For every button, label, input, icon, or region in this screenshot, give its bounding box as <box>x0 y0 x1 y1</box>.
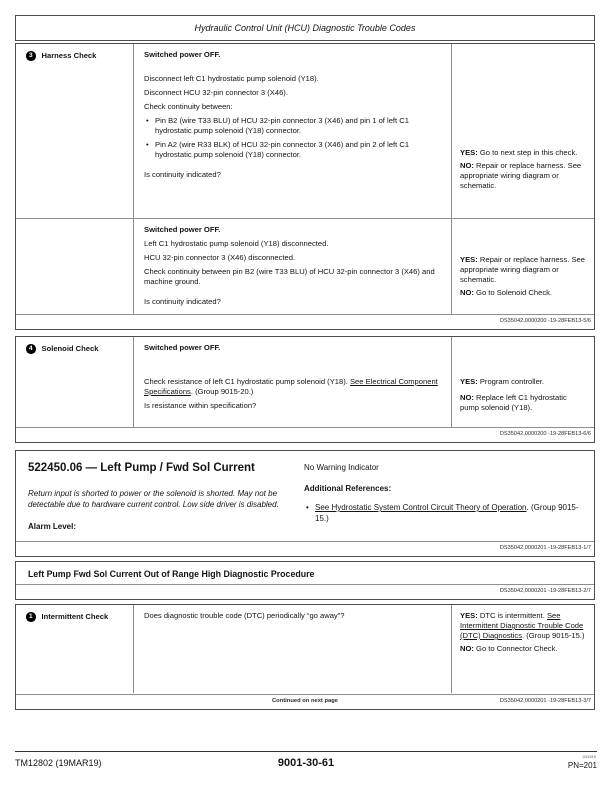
instruction-text: Left C1 hydrostatic pump solenoid (Y18) disconnected. <box>144 239 329 249</box>
ds-code: DS35042,0000201 -19-28FEB13-2/7 <box>499 588 591 594</box>
instruction-text: Disconnect left C1 hydrostatic pump solenoid (Y18). <box>144 74 319 84</box>
procedure-cell <box>133 219 452 314</box>
cross-reference-link[interactable]: See Intermittent Diagnostic Trouble Code (DTC) Diagnostics <box>460 611 584 641</box>
warning-indicator-text: No Warning Indicator <box>304 463 379 472</box>
ds-code: DS35042,0000200 -19-28FEB13-6/6 <box>499 431 591 437</box>
ds-code-strip <box>16 541 594 556</box>
result-cell <box>452 219 594 314</box>
yes-pre: DTC is intermittent. <box>479 611 547 620</box>
procedure-title: Left Pump Fwd Sol Current Out of Range High Diagnostic Procedure <box>28 569 315 579</box>
step-cell <box>16 605 133 693</box>
yes-label: YES: <box>460 255 478 264</box>
step-number-badge: 4 <box>26 344 36 354</box>
no-label: NO: <box>460 393 474 403</box>
no-text: Replace left C1 hydrostatic pump solenoid (Y18). <box>460 393 567 413</box>
ds-code: DS35042,0000200 -19-28FEB13-5/6 <box>499 318 591 324</box>
dtc-left-column <box>28 461 300 541</box>
page-section-number: 9001-30-61 <box>277 757 335 769</box>
result-cell <box>452 44 594 218</box>
harness-check-table <box>15 43 595 330</box>
no-text: Go to Solenoid Check. <box>476 288 553 298</box>
question-text: Is resistance within specification? <box>144 401 257 411</box>
page-header <box>15 15 595 41</box>
yes-result <box>460 611 587 641</box>
dtc-code-title: 522450.06 — Left Pump / Fwd Sol Current <box>28 462 255 474</box>
step-label: Harness Check <box>41 51 97 61</box>
alarm-level-label: Alarm Level: <box>28 522 77 532</box>
procedure-cell <box>133 337 452 427</box>
no-result <box>460 161 587 191</box>
instruction-text: HCU 32-pin connector 3 (X46) disconnected. <box>144 253 296 263</box>
continued-on-next-page: Continued on next page <box>271 698 339 704</box>
cross-reference-link[interactable]: See Electrical Component Specifications <box>144 377 438 397</box>
no-label: NO: <box>460 161 474 171</box>
power-state-text: Switched power OFF. <box>144 50 221 59</box>
step-cell <box>16 44 133 218</box>
instruction-text: Check continuity between pin B2 (wire T33 BLU) of HCU 32-pin connector 3 (X46) and machine ground. <box>144 267 435 287</box>
question-text: Is continuity indicated? <box>144 297 221 307</box>
step-label: Intermittent Check <box>41 612 109 622</box>
page-title: Hydraulic Control Unit (HCU) Diagnostic Trouble Codes <box>194 23 416 33</box>
step-cell <box>16 219 133 314</box>
no-label: NO: <box>460 288 474 298</box>
yes-label: YES: <box>460 148 478 157</box>
result-cell <box>452 605 594 693</box>
procedure-cell <box>133 44 452 218</box>
no-text: Go to Connector Check. <box>476 644 558 654</box>
instruction-post: . (Group 9015-20.) <box>190 387 254 397</box>
step-number-badge: 3 <box>26 51 36 61</box>
intermittent-check-table <box>15 604 595 710</box>
yes-label: YES: <box>460 611 478 620</box>
instruction-text <box>144 377 441 397</box>
power-state-text: Switched power OFF. <box>144 343 221 352</box>
procedure-title-box <box>15 561 595 600</box>
no-result <box>460 644 587 654</box>
table-row <box>16 337 594 427</box>
table-row <box>16 44 594 218</box>
ds-code-strip <box>16 694 594 709</box>
step-cell <box>16 337 133 427</box>
ds-code: DS35042,0000201 -19-28FEB13-3/7 <box>499 698 591 704</box>
page-footer <box>15 751 597 770</box>
power-state-text: Switched power OFF. <box>144 225 221 234</box>
ds-code-strip <box>16 314 594 329</box>
yes-post: . (Group 9015-15.) <box>522 631 585 641</box>
dtc-description: Return input is shorted to power or the solenoid is shorted. May not be detectable due to hardware current control. Low side driver is disabled. <box>28 489 279 510</box>
ds-code-strip <box>16 584 594 599</box>
instruction-text: Check continuity between: <box>144 102 233 112</box>
bullet-item: • Pin B2 (wire T33 BLU) of HCU 32-pin connector 3 (X46) and pin 1 of left C1 hydrostatic pump solenoid (Y18) connector. <box>144 116 441 136</box>
no-result <box>460 288 587 298</box>
page-number: PN=201 <box>567 761 597 770</box>
dtc-description-section <box>15 450 595 557</box>
table-row <box>16 218 594 314</box>
additional-references-label: Additional References: <box>304 483 392 493</box>
no-text: Repair or replace harness. See appropriate wiring diagram or schematic. <box>460 161 582 191</box>
no-result <box>460 393 587 413</box>
procedure-cell <box>133 605 452 693</box>
cross-reference-link[interactable]: See Hydrostatic System Control Circuit Theory of Operation <box>315 503 527 513</box>
no-label: NO: <box>460 644 474 654</box>
yes-result <box>460 255 587 285</box>
question-text: Does diagnostic trouble code (DTC) periodically “go away”? <box>144 611 345 620</box>
step-number-badge: 1 <box>26 612 36 622</box>
reference-post: . (Group 9015-15.) <box>315 503 579 523</box>
yes-result <box>460 148 587 158</box>
dtc-body <box>16 451 594 541</box>
step-label: Solenoid Check <box>41 344 99 354</box>
manual-number: TM12802 (19MAR19) <box>15 758 102 768</box>
dtc-right-column <box>300 461 584 541</box>
solenoid-check-table <box>15 336 595 443</box>
bullet-item: • Pin A2 (wire R33 BLK) of HCU 32-pin connector 3 (X46) and pin 2 of left C1 hydrostatic pump solenoid (Y18) connector. <box>144 140 441 160</box>
yes-text: Program controller. <box>479 377 545 386</box>
yes-label: YES: <box>460 377 478 386</box>
yes-text: Go to next step in this check. <box>479 148 578 157</box>
table-row <box>16 605 594 693</box>
yes-text: Repair or replace harness. See appropriate wiring diagram or schematic. <box>460 255 585 285</box>
reference-item <box>304 503 584 524</box>
ds-code-strip <box>16 427 594 442</box>
print-date-code: 031919 <box>582 754 596 759</box>
yes-result <box>460 377 587 387</box>
result-cell <box>452 337 594 427</box>
ds-code: DS35042,0000201 -19-28FEB13-1/7 <box>499 545 591 551</box>
instruction-pre: Check resistance of left C1 hydrostatic pump solenoid (Y18). <box>144 377 350 387</box>
question-text: Is continuity indicated? <box>144 170 221 180</box>
instruction-text: Disconnect HCU 32-pin connector 3 (X46). <box>144 88 288 98</box>
